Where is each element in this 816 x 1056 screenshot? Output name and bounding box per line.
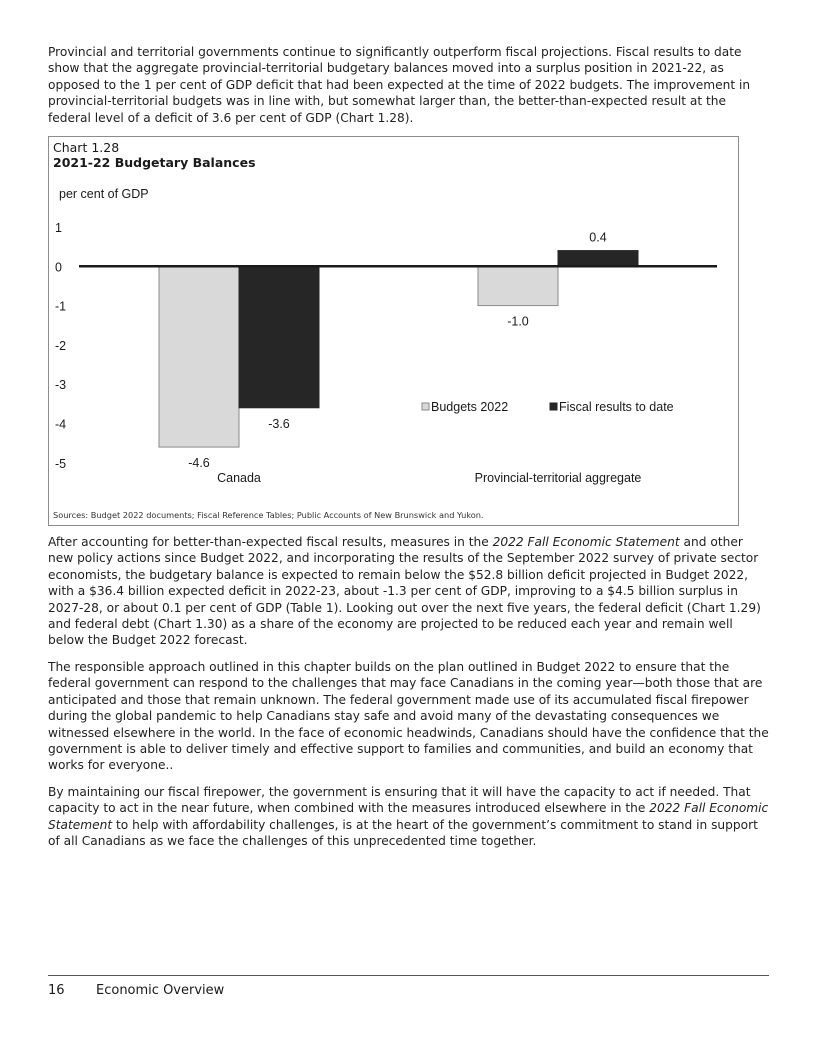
y-tick-label: -4 — [55, 417, 67, 432]
chart-container — [48, 136, 739, 526]
y-tick-label: 1 — [55, 221, 62, 236]
page-number: 16 — [48, 983, 65, 998]
y-axis-title: per cent of GDP — [59, 187, 149, 202]
legend-label: Budgets 2022 — [431, 400, 509, 415]
category-label: Provincial-territorial aggregate — [474, 471, 642, 486]
bar-chart — [49, 137, 738, 525]
bar — [159, 266, 239, 447]
page-footer — [48, 983, 224, 998]
y-tick-label: -2 — [55, 338, 67, 353]
data-label: -1.0 — [507, 314, 529, 329]
data-label: -4.6 — [188, 456, 210, 471]
data-label: 0.4 — [589, 230, 607, 245]
chart-number: Chart 1.28 — [53, 140, 120, 156]
paragraph-2 — [48, 534, 770, 649]
bar — [558, 251, 638, 267]
y-tick-label: 0 — [55, 260, 62, 275]
legend-swatch — [422, 403, 429, 410]
category-label: Canada — [217, 471, 261, 486]
chart-source: Sources: Budget 2022 documents; Fiscal Reference Tables; Public Accounts of New Brunswick and Yukon. — [53, 510, 484, 521]
data-label: -3.6 — [268, 416, 290, 431]
y-tick-label: -5 — [55, 456, 67, 471]
paragraph-4-text-b: to help with affordability challenges, is at the heart of the government’s commitment to stand in support of all Canadians as we face the challenges of this unprecedented time together. — [48, 817, 758, 848]
paragraph-2-text-b: and other new policy actions since Budget 2022, and incorporating the results of the September 2022 survey of private sector economists, the budgetary balance is expected to remain below the $52.8 billion deficit projected in Budget 2022, with a $36.4 billion expected deficit in 2022-23, about -1.3 per cent of GDP, improving to a $4.5 billion surplus in 2027-28, or about 0.1 per cent of GDP (Table 1). Looking out over the next five years, the federal deficit (Chart 1.29) and federal debt (Chart 1.30) as a share of the economy are projected to be reduced each year and remain well below the Budget 2022 forecast. — [48, 535, 761, 648]
paragraph-4-text-a: By maintaining our fiscal firepower, the government is ensuring that it will have the capacity to act if needed. That capacity to act in the near future, when combined with the measures introduced elsewhere in the — [48, 784, 751, 816]
bar — [239, 266, 319, 407]
y-tick-label: -1 — [55, 299, 67, 314]
legend-swatch — [550, 403, 557, 410]
paragraph-3: The responsible approach outlined in this chapter builds on the plan outlined in Budget 2022 to ensure that the federal government can respond to the challenges that may face Canadians in the coming year—both those that are anticipated and those that remain unknown. The federal government made use of its accumulated fiscal firepower during the global pandemic to help Canadians stay safe and avoid many of the devastating consequences we witnessed elsewhere in the world. In the face of economic headwinds, Canadians should have the confidence that the government is able to deliver timely and effective support to families and communities, and build an economy that works for everyone.. — [48, 659, 769, 773]
legend-label: Fiscal results to date — [559, 400, 674, 415]
page-content — [48, 44, 770, 859]
paragraph-1: Provincial and territorial governments continue to significantly outperform fiscal projections. Fiscal results to date show that the aggregate provincial-territorial budgetary balances moved into a surplus position in 2021-22, as opposed to the 1 per cent of GDP deficit that had been expected at the time of 2022 budgets. The improvement in provincial-territorial budgets was in line with, but somewhat larger than, the better-than-expected result at the federal level of a deficit of 3.6 per cent of GDP (Chart 1.28). — [48, 45, 751, 125]
paragraph-4-emphasis: 2022 Fall Economic Statement — [48, 801, 769, 832]
paragraph-2-text-a: After accounting for better-than-expected fiscal results, measures in the — [48, 535, 493, 550]
bar — [478, 266, 558, 305]
paragraph-4 — [48, 784, 770, 850]
chart-title: 2021-22 Budgetary Balances — [53, 155, 256, 171]
paragraph-2-emphasis: 2022 Fall Economic Statement — [492, 535, 680, 550]
footer-section: Economic Overview — [96, 983, 225, 998]
footer-divider — [48, 975, 769, 976]
y-tick-label: -3 — [55, 378, 67, 393]
